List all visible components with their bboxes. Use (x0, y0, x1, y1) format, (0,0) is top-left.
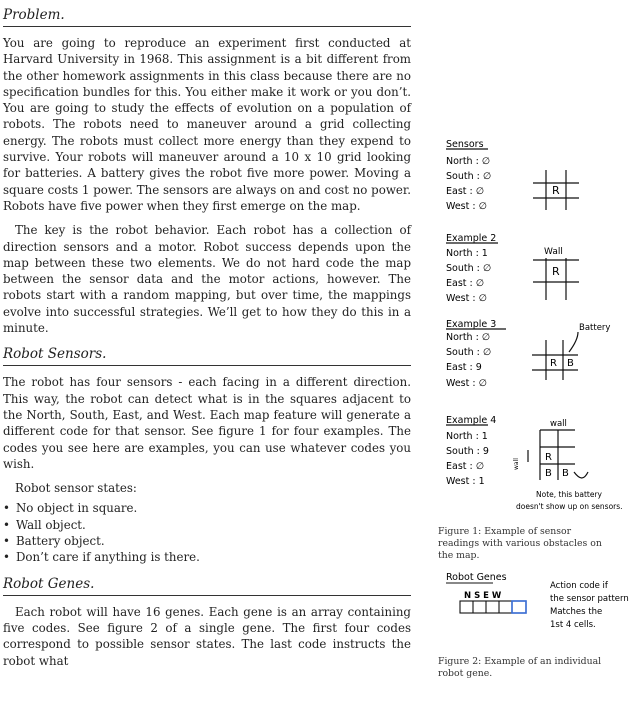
figure1-sketch (438, 130, 638, 520)
example3-east: East : 9 (446, 362, 482, 373)
example4-north: North : 1 (446, 431, 488, 442)
example4-footnote-1: Note, this battery (536, 490, 602, 499)
figure2-caption: Figure 2: Example of an individual robot gene. (438, 656, 602, 679)
example4-east: East : ∅ (446, 461, 485, 472)
example1-north: North : ∅ (446, 156, 491, 167)
list-item: • Wall object. (3, 517, 411, 533)
example4-title: Example 4 (446, 415, 497, 426)
example3-north: North : ∅ (446, 332, 491, 343)
example4-west: West : 1 (446, 476, 485, 487)
genes-paragraph-1: Each robot will have 16 genes. Each gene is an array containing five codes. See figure 2 of a single gene. The first four codes correspond to possible sensor states. The last code instructs the robot what (3, 604, 411, 668)
problem-paragraph-1: You are going to reproduce an experiment first conducted at Harvard University in 1968. This assignment is a bit different from the other homework assignments in this class because there are no specification bundles for this. You either make it work or you don’t. You are going to study the effects of evolution on a population of robots. The robots need to maneuver around a grid collecting energy. The robots must collect more energy than they expend to survive. Your robots will maneuver around a 10 x 10 grid looking for batteries. A battery gives the robot five more power. Moving a square costs 1 power. The sensors are always on and cost no power. Robots have five power when they first emerge on the map. (3, 36, 411, 213)
sensors-paragraph-1: The robot has four sensors - each facing in a different direction. This way, the robot can detect what is in the squares adjacent to the North, South, East, and West. Each map feature will generate a different code for that sensor. See figure 1 for four examples. The codes you see here are examples, you can use whatever codes you wish. (3, 375, 411, 471)
example2-grid-cell: R (552, 265, 560, 278)
example3-title: Example 3 (446, 319, 497, 330)
figure1-caption: Figure 1: Example of sensor readings with various obstacles on the map. (438, 526, 602, 561)
sensor-states-list (3, 500, 411, 565)
example3-note: Battery (579, 323, 611, 333)
figure2-letters: N S E W (464, 591, 502, 601)
list-item: • Battery object. (3, 533, 411, 549)
example4-side-note: wall (513, 458, 520, 470)
example2-west: West : ∅ (446, 293, 487, 304)
example1-title: Sensors (446, 139, 484, 150)
problem-paragraph-2: The key is the robot behavior. Each robot has a collection of direction sensors and a motor. Robot success depends upon the map between these two elements. We do not hard code the map between the sensor data and the motor actions, however. The robots start with a random mapping, but over time, the mappings evolve into successful strategies. We’ll get to how they do this in a minute. (3, 223, 411, 336)
example4-footnote-2: doesn't show up on sensors. (516, 502, 623, 511)
example1-south: South : ∅ (446, 171, 492, 182)
section-heading-robot-genes: Robot Genes. (3, 576, 411, 596)
figure2-note-line3: Matches the (550, 607, 603, 617)
section-heading-problem: Problem. (3, 7, 411, 27)
example3-west: West : ∅ (446, 378, 487, 389)
example2-note: Wall (544, 247, 563, 257)
example2-east: East : ∅ (446, 278, 485, 289)
list-item: • No object in square. (3, 500, 411, 516)
example3-grid-cell-b: B (567, 358, 574, 369)
example4-grid-cell-b2: B (562, 468, 569, 479)
example1-west: West : ∅ (446, 201, 487, 212)
figure2-note-line4: 1st 4 cells. (550, 620, 596, 630)
figure2-note-line2: the sensor pattern (550, 594, 629, 604)
example3-grid-cell-r: R (550, 358, 557, 369)
figure2-note-line1: Action code if (550, 581, 608, 591)
example4-south: South : 9 (446, 446, 489, 457)
sensors-paragraph-2: Robot sensor states: (15, 481, 137, 496)
section-heading-robot-sensors: Robot Sensors. (3, 346, 411, 366)
example4-grid-cell-b1: B (545, 468, 552, 479)
example2-title: Example 2 (446, 233, 497, 244)
list-item: • Don’t care if anything is there. (3, 549, 411, 565)
example4-note: wall (550, 419, 567, 429)
figure2-title: Robot Genes (446, 572, 507, 583)
example4-grid-cell-r: R (545, 452, 552, 463)
figure-sidebar (438, 130, 638, 680)
example1-grid-cell: R (552, 184, 560, 197)
example2-north: North : 1 (446, 248, 488, 259)
example3-south: South : ∅ (446, 347, 492, 358)
main-column (3, 0, 411, 669)
example2-south: South : ∅ (446, 263, 492, 274)
figure2-sketch (438, 568, 638, 648)
example1-east: East : ∅ (446, 186, 485, 197)
